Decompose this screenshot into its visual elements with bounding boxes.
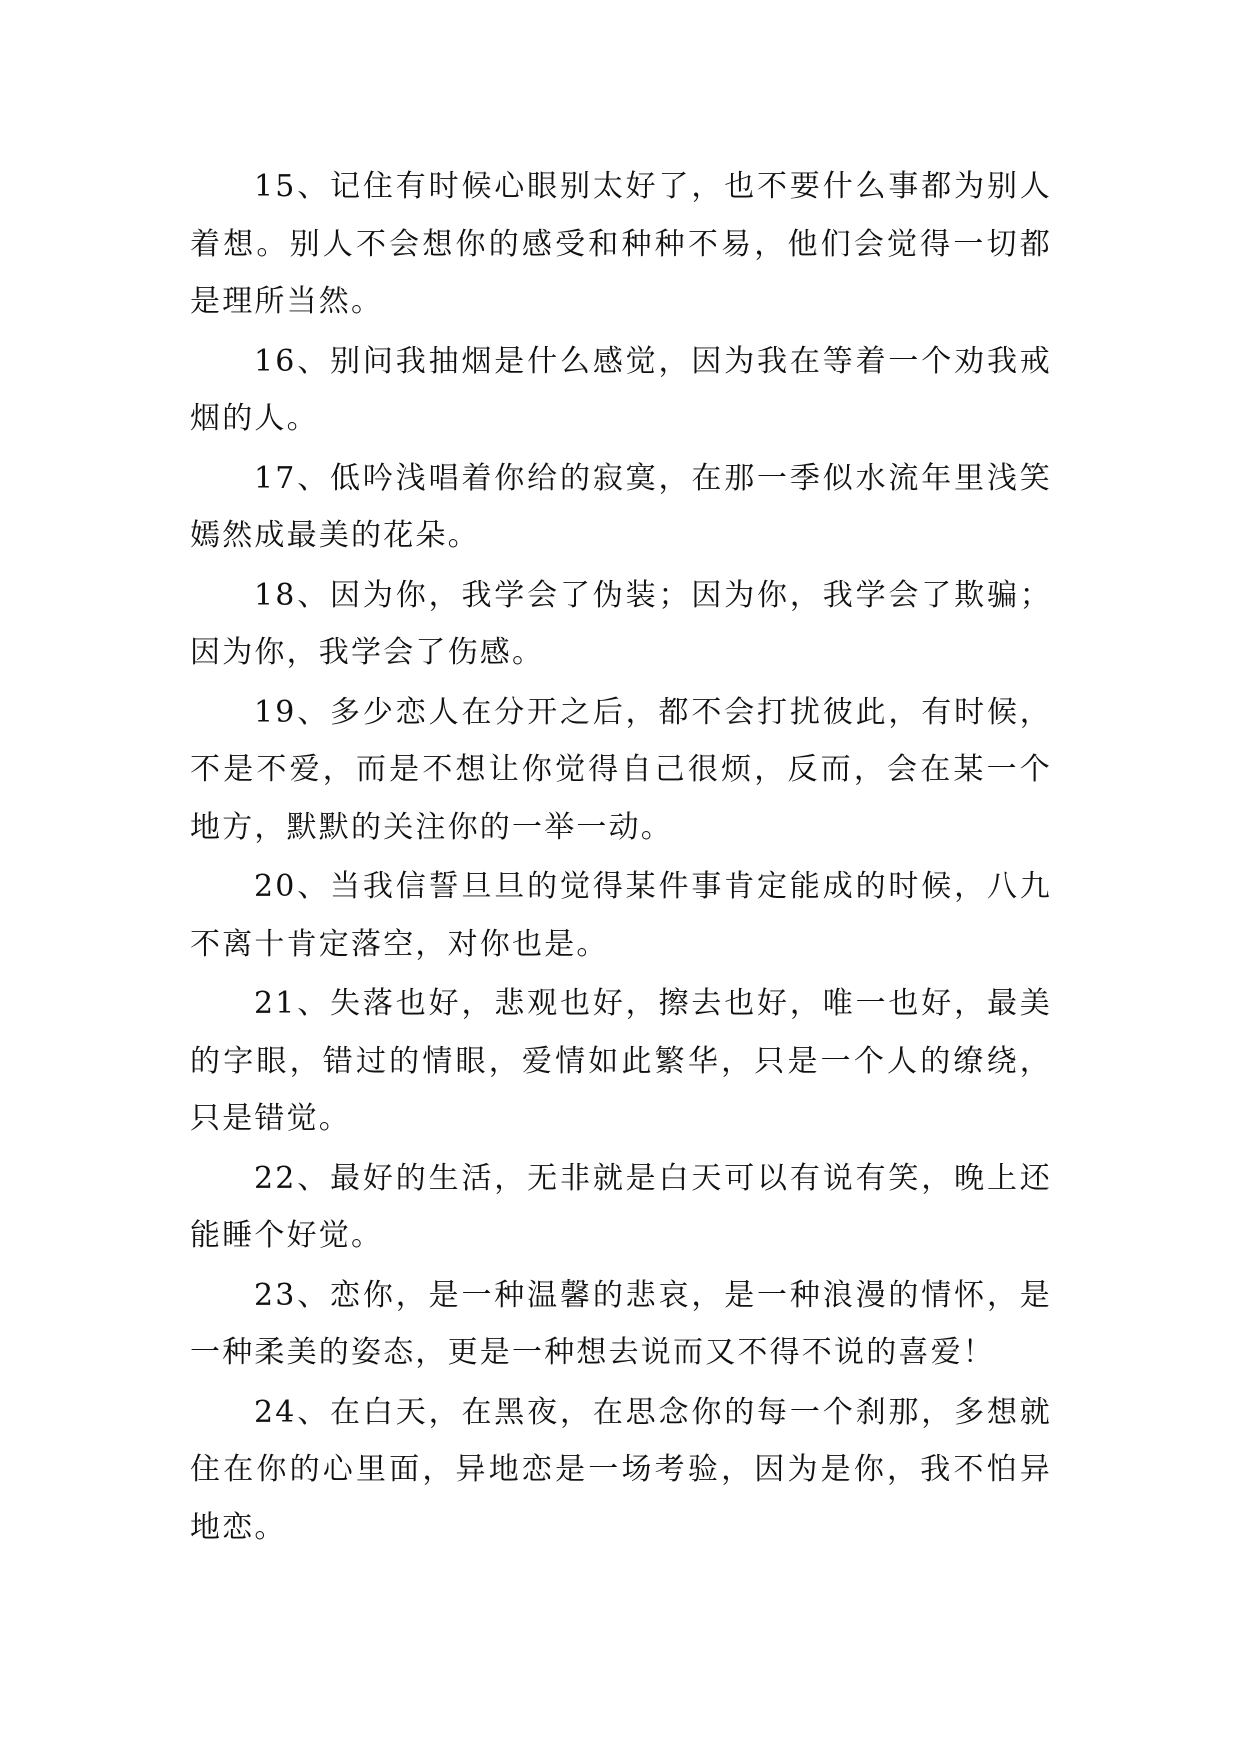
paragraph-17: 17、低吟浅唱着你给的寂寞，在那一季似水流年里浅笑嫣然成最美的花朵。	[190, 460, 1052, 553]
paragraph-23: 23、恋你，是一种温馨的悲哀，是一种浪漫的情怀，是一种柔美的姿态，更是一种想去说而又不得不说的喜爱！	[190, 1277, 1052, 1370]
paragraph-19: 19、多少恋人在分开之后，都不会打扰彼此，有时候，不是不爱，而是不想让你觉得自己很烦，反而，会在某一个地方，默默的关注你的一举一动。	[190, 694, 1052, 845]
document-body	[190, 158, 1052, 1558]
paragraph-15: 15、记住有时候心眼别太好了，也不要什么事都为别人着想。别人不会想你的感受和种种不易，他们会觉得一切都是理所当然。	[190, 169, 1052, 319]
paragraph-16: 16、别问我抽烟是什么感觉，因为我在等着一个劝我戒烟的人。	[190, 343, 1052, 436]
paragraph-18: 18、因为你，我学会了伪装；因为你，我学会了欺骗；因为你，我学会了伤感。	[190, 577, 1052, 670]
paragraph-24: 24、在白天，在黑夜，在思念你的每一个刹那，多想就住在你的心里面，异地恋是一场考验，因为是你，我不怕异地恋。	[190, 1394, 1052, 1545]
paragraph-22: 22、最好的生活，无非就是白天可以有说有笑，晚上还能睡个好觉。	[190, 1160, 1052, 1253]
paragraph-20: 20、当我信誓旦旦的觉得某件事肯定能成的时候，八九不离十肯定落空，对你也是。	[190, 869, 1052, 962]
paragraph-21: 21、失落也好，悲观也好，擦去也好，唯一也好，最美的字眼，错过的情眼，爱情如此繁华，只是一个人的缭绕，只是错觉。	[190, 986, 1052, 1136]
